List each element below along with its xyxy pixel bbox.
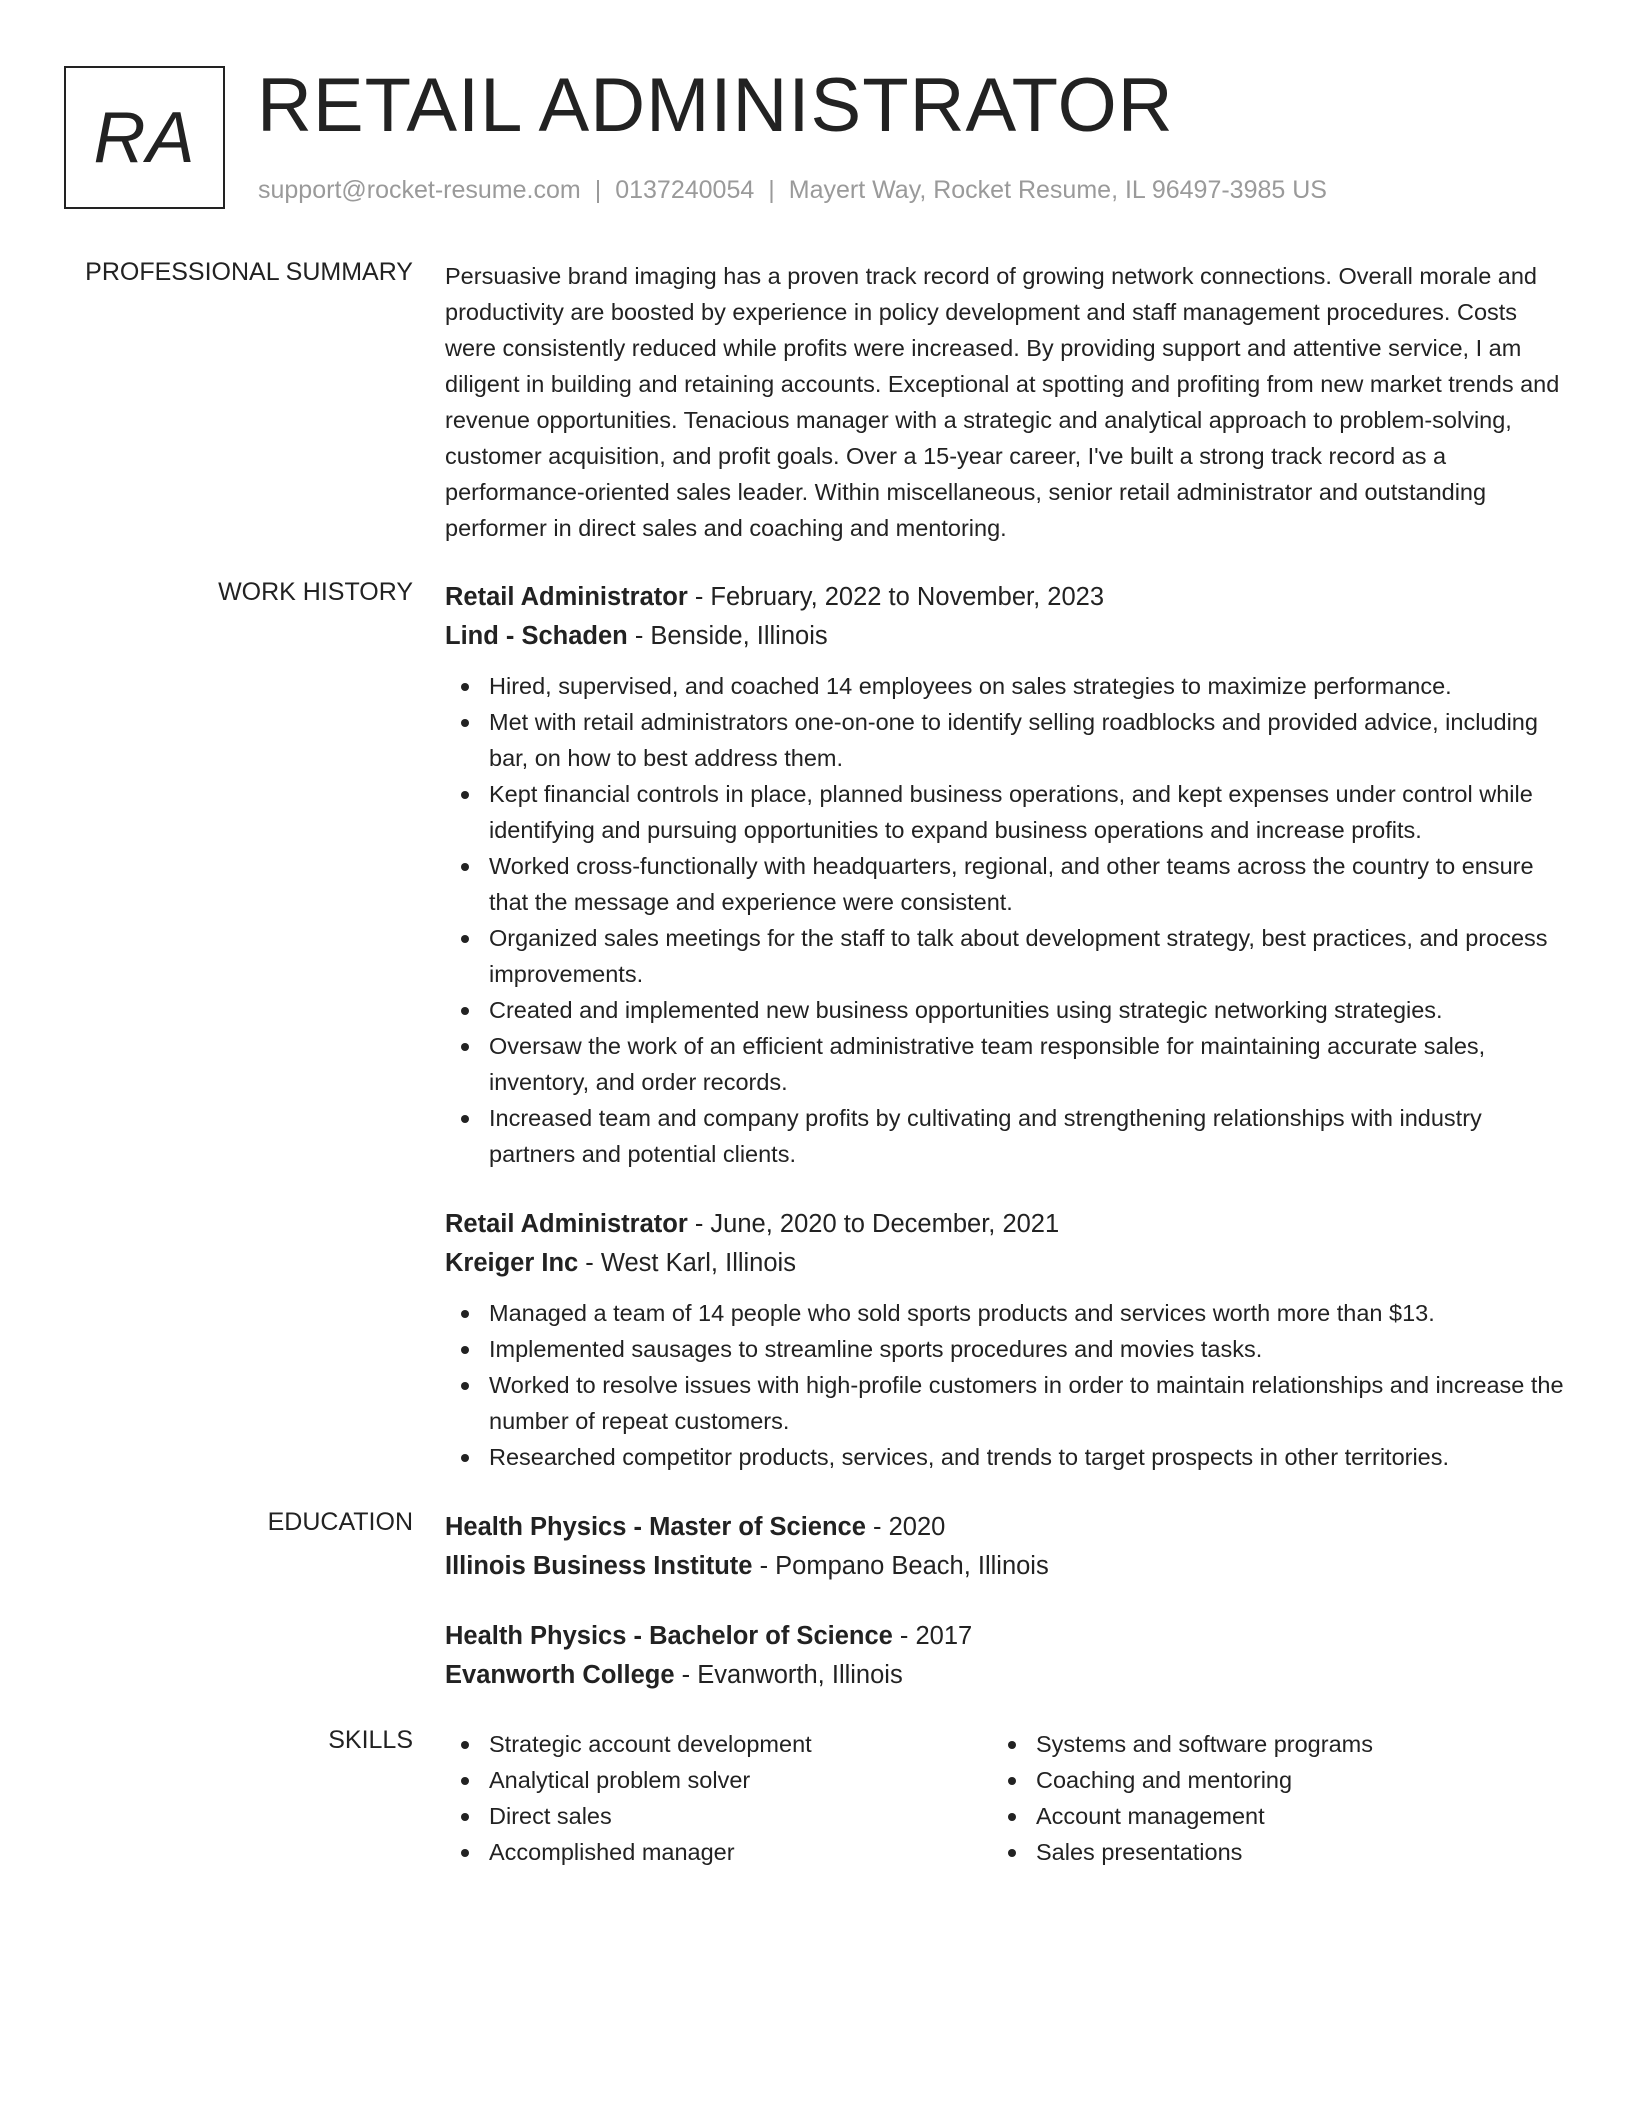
school-location: - Pompano Beach, Illinois <box>752 1552 1049 1580</box>
job-dates: - February, 2022 to November, 2023 <box>687 583 1105 611</box>
job-dates: - June, 2020 to December, 2021 <box>687 1210 1060 1238</box>
list-item: Implemented sausages to streamline sports procedures and movies tasks. <box>445 1331 1565 1367</box>
degree-year: - 2017 <box>892 1622 973 1650</box>
list-item: Met with retail administrators one-on-one to identify selling roadblocks and provided advice, including bar, on how to best address them. <box>445 704 1565 776</box>
contact-separator: | <box>768 176 775 204</box>
degree: Health Physics - Master of Science <box>445 1513 866 1541</box>
skills-columns <box>445 1726 1565 1870</box>
list-item: Hired, supervised, and coached 14 employees on sales strategies to maximize performance. <box>445 668 1565 704</box>
degree-year: - 2020 <box>865 1513 946 1541</box>
job-location: - West Karl, Illinois <box>578 1249 796 1277</box>
list-item: Managed a team of 14 people who sold sports products and services worth more than $13. <box>445 1295 1565 1331</box>
section-label: SKILLS <box>328 1726 413 1754</box>
contact-address: Mayert Way, Rocket Resume, IL 96497-3985 US <box>788 176 1327 204</box>
monogram: RA <box>64 66 225 209</box>
job-bullets <box>445 1295 1565 1475</box>
contact-separator: | <box>594 176 602 204</box>
job-bullets <box>445 668 1565 1172</box>
skills-body <box>445 1726 1565 1870</box>
education-entry <box>445 1617 1565 1695</box>
contact-line <box>258 176 1327 205</box>
job-company-line <box>445 617 1565 656</box>
list-item: Strategic account development <box>445 1726 992 1762</box>
job-entry <box>445 1205 1565 1475</box>
school-line <box>445 1656 1565 1695</box>
list-item: Organized sales meetings for the staff to talk about development strategy, best practices, and process improvements. <box>445 920 1565 992</box>
job-title-line <box>445 578 1565 617</box>
school-location: - Evanworth, Illinois <box>674 1661 903 1689</box>
degree: Health Physics - Bachelor of Science <box>445 1622 893 1650</box>
list-item: Worked to resolve issues with high-profile customers in order to maintain relationships and increase the number of repeat customers. <box>445 1367 1565 1439</box>
job-title-line <box>445 1205 1565 1244</box>
list-item: Accomplished manager <box>445 1834 992 1870</box>
job-location: - Benside, Illinois <box>627 622 828 650</box>
list-item: Direct sales <box>445 1798 992 1834</box>
job-title: Retail Administrator <box>445 1210 688 1238</box>
list-item: Coaching and mentoring <box>992 1762 1373 1798</box>
skills-column <box>992 1726 1373 1870</box>
list-item: Created and implemented new business opportunities using strategic networking strategies. <box>445 992 1565 1028</box>
section-label: PROFESSIONAL SUMMARY <box>85 258 413 286</box>
list-item: Researched competitor products, services, and trends to target prospects in other territories. <box>445 1439 1565 1475</box>
list-item: Sales presentations <box>992 1834 1373 1870</box>
list-item: Systems and software programs <box>992 1726 1373 1762</box>
job-company-line <box>445 1244 1565 1283</box>
work-history-body <box>445 578 1565 1475</box>
job-company: Kreiger Inc <box>445 1249 579 1277</box>
job-title: Retail Administrator <box>445 583 688 611</box>
school: Illinois Business Institute <box>445 1552 753 1580</box>
list-item: Analytical problem solver <box>445 1762 992 1798</box>
list-item: Increased team and company profits by cultivating and strengthening relationships with industry partners and potential clients. <box>445 1100 1565 1172</box>
section-label: EDUCATION <box>267 1508 413 1536</box>
resume-header <box>64 63 1564 210</box>
section-label: WORK HISTORY <box>218 578 413 606</box>
page-title: RETAIL ADMINISTRATOR <box>257 63 1174 148</box>
degree-line <box>445 1508 1565 1547</box>
degree-line <box>445 1617 1565 1656</box>
contact-email: support@rocket-resume.com <box>258 176 581 204</box>
school-line <box>445 1547 1565 1586</box>
summary-text: Persuasive brand imaging has a proven track record of growing network connections. Overall morale and productivity are boosted by experience in policy development and staff management procedures. Costs were consistently reduced while profits were increased. By providing support and attentive service, I am diligent in building and retaining accounts. Exceptional at spotting and profiting from new market trends and revenue opportunities. Tenacious manager with a strategic and analytical approach to problem-solving, customer acquisition, and profit goals. Over a 15-year career, I've built a strong track record as a performance-oriented sales leader. Within miscellaneous, senior retail administrator and outstanding performer in direct sales and coaching and mentoring. <box>445 263 1560 541</box>
list-item: Kept financial controls in place, planned business operations, and kept expenses under control while identifying and pursuing opportunities to expand business operations and increase profits. <box>445 776 1565 848</box>
list-item: Oversaw the work of an efficient administrative team responsible for maintaining accurate sales, inventory, and order records. <box>445 1028 1565 1100</box>
education-entry <box>445 1508 1565 1586</box>
skills-column <box>445 1726 992 1870</box>
list-item: Worked cross-functionally with headquarters, regional, and other teams across the country to ensure that the message and experience were consistent. <box>445 848 1565 920</box>
education-body <box>445 1508 1565 1695</box>
job-entry <box>445 578 1565 1172</box>
job-company: Lind - Schaden <box>445 622 628 650</box>
list-item: Account management <box>992 1798 1373 1834</box>
school: Evanworth College <box>445 1661 675 1689</box>
contact-phone: 0137240054 <box>615 176 755 204</box>
